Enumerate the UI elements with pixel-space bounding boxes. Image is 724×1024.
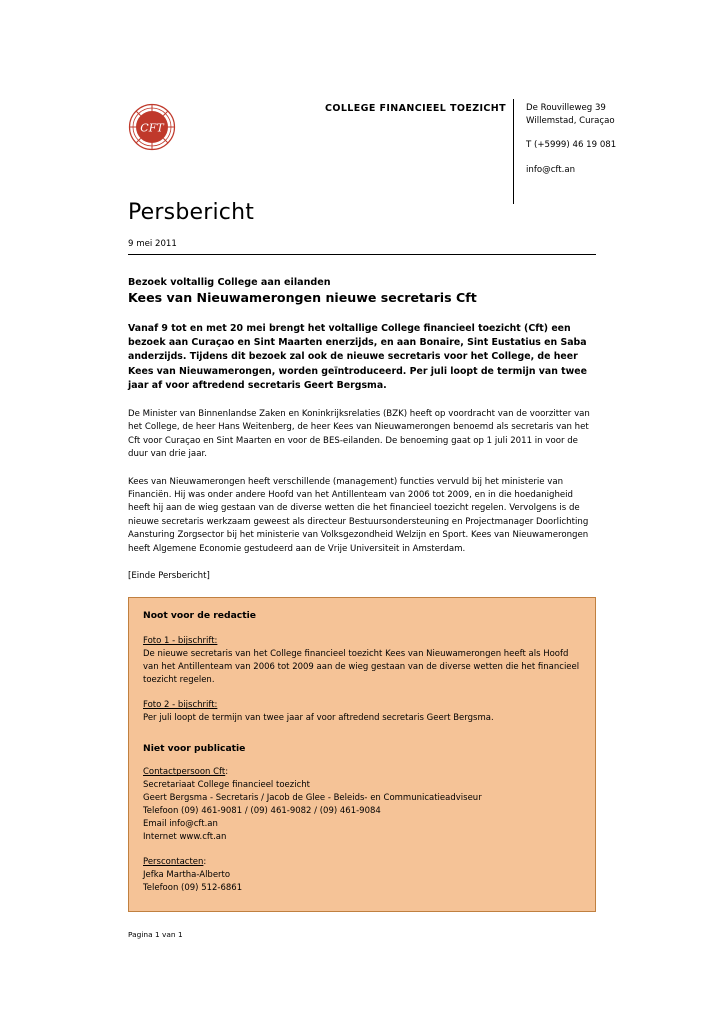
contact-line-4: Email info@cft.an [143,819,218,830]
address-line-2: Willemstad, Curaçao [526,115,615,126]
header-divider [513,99,514,204]
contact-line-3: Telefoon (09) 461-9081 / (09) 461-9082 / (09) 461-9084 [143,806,381,817]
phone-line: T (+5999) 46 19 081 [526,140,617,150]
end-marker: [Einde Persbericht] [128,571,210,582]
contact-label-suffix: : [225,767,229,778]
contact-line-1: Secretariaat College financieel toezicht [143,780,310,791]
body-paragraph-2: Kees van Nieuwamerongen heeft verschillende (management) functies vervuld bij het ministerie van Financiën. Hij was onder andere Hoofd van het Antillenteam van 2006 tot 2009, en in die hoedanigheid heeft hij aan de wieg gestaan van de diverse wetten die het financieel toezicht regelen. Vervolgens is de nieuwe secretaris werkzaam geweest als directeur Bestuursondersteuning en Projectmanager Doorlichting Aansturing Zorgsector bij het ministerie van Volksgezondheid Welzijn en Sport. Kees van Nieuwamerongen heeft Algemene Economie gestudeerd aan de Vrije Universiteit in Amsterdam. [128,476,589,554]
photo2-block [143,699,581,725]
photo2-caption: Per juli loopt de termijn van twee jaar af voor aftredend secretaris Geert Bergsma. [143,713,494,724]
contact-line-5: Internet www.cft.an [143,832,227,843]
contact-label: Contactpersoon Cft [143,767,226,778]
address-line-1: De Rouvilleweg 39 [526,103,606,113]
photo2-label: Foto 2 - bijschrift: [143,700,218,711]
document-date: 9 mei 2011 [128,239,596,255]
email-line: info@cft.an [526,164,576,175]
press-contacts-label-suffix: : [203,857,207,868]
contact-line-2: Geert Bergsma - Secretaris / Jacob de Glee - Beleids- en Communicatieadviseur [143,793,482,804]
lead-paragraph: Vanaf 9 tot en met 20 mei brengt het voltallige College financieel toezicht (Cft) een bezoek aan Curaçao en Sint Maarten enerzijds, en aan Bonaire, Sint Eustatius en Saba anderzijds. Tijdens dit bezoek zal ook de nieuwe secretaris voor het College, de heer Kees van Nieuwamerongen, worden geïntroduceerd. Per juli loopt de termijn van twee jaar af voor aftredend secretaris Geert Bergsma. [128,323,588,391]
kicker-text: Bezoek voltallig College aan eilanden [128,277,331,288]
press-contacts-block [143,856,581,895]
page-title: Persbericht [128,200,255,225]
editor-note-box [128,597,596,912]
page-footer: Pagina 1 van 1 [128,930,183,939]
address-block [526,102,616,127]
headline-text: Kees van Nieuwamerongen nieuwe secretaris Cft [128,290,477,305]
press-contact-line-2: Telefoon (09) 512-6861 [143,883,243,894]
letterhead [0,47,724,175]
cft-logo-icon [128,103,176,151]
press-contact-line-1: Jefka Martha-Alberto [143,870,231,881]
header-contact-block [526,102,616,176]
photo1-caption: De nieuwe secretaris van het College financieel toezicht Kees van Nieuwamerongen heeft als Hoofd van het Antillenteam van 2006 tot 2009 aan de wieg gestaan van de diverse wetten die het financieel toezicht regelen. [143,649,580,686]
not-for-publication-title: Niet voor publicatie [143,743,246,755]
contact-block [143,766,581,844]
editor-note-title: Noot voor de redactie [143,610,257,622]
photo1-label: Foto 1 - bijschrift: [143,636,218,647]
photo1-block [143,635,581,687]
document-body [128,200,596,912]
body-paragraph-1: De Minister van Binnenlandse Zaken en Koninkrijksrelaties (BZK) heeft op voordracht van de voorzitter van het College, de heer Hans Weitenberg, de heer Kees van Nieuwamerongen benoemd als secretaris van het Cft voor Curaçao en Sint Maarten en voor de BES-eilanden. De benoeming gaat op 1 juli 2011 in voor de duur van drie jaar. [128,409,590,460]
svg-text:CFT: CFT [140,121,164,135]
press-contacts-label: Perscontacten [143,857,204,868]
organisation-title: COLLEGE FINANCIEEL TOEZICHT [325,103,507,114]
